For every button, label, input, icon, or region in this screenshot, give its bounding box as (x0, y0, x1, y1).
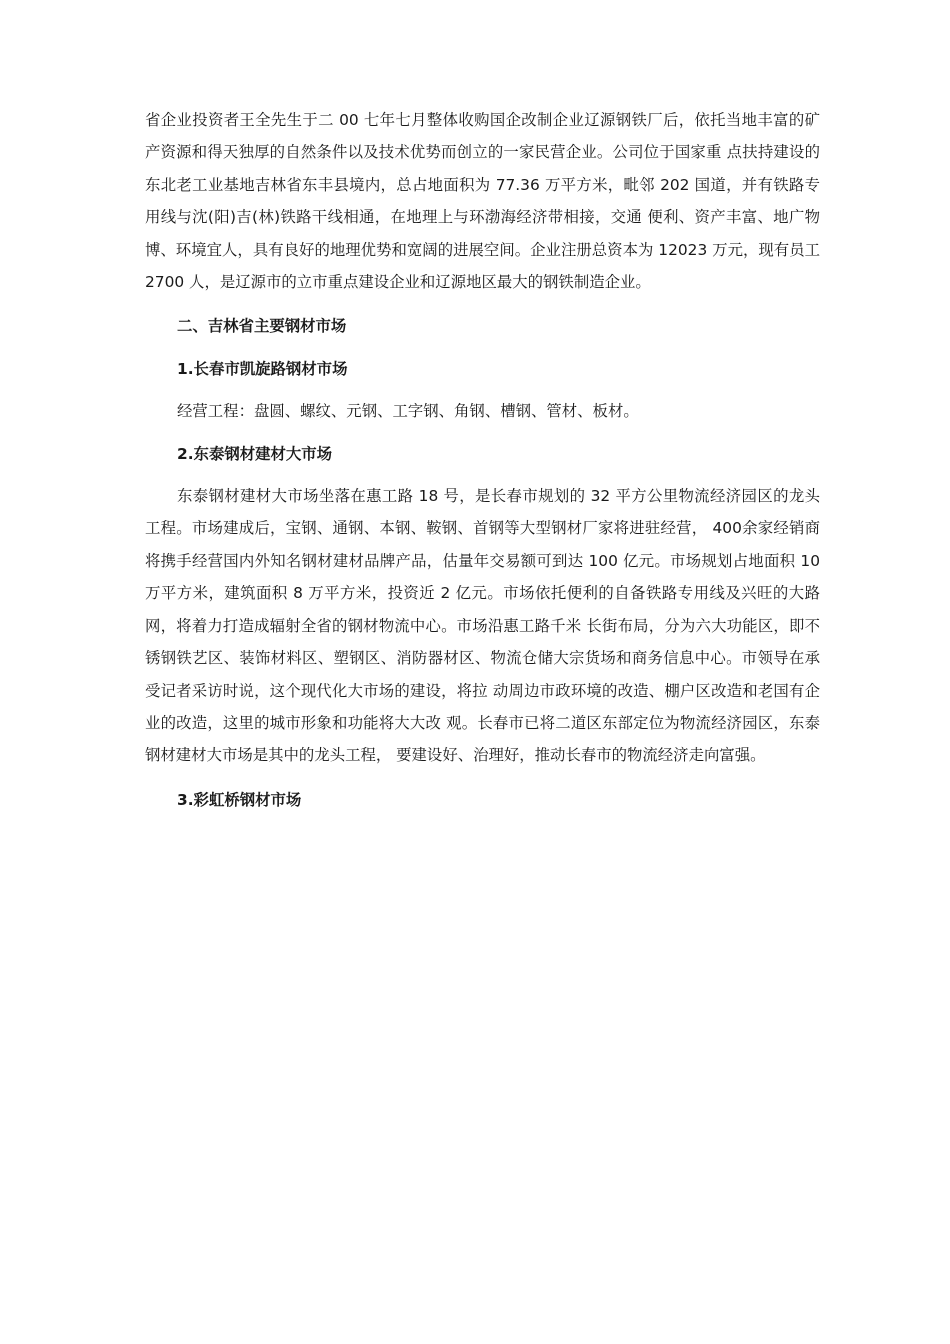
spacer (145, 343, 820, 353)
section-heading: 二、吉林省主要钢材市场 (177, 317, 347, 336)
spacer (145, 428, 820, 438)
spacer (145, 385, 820, 395)
intro-paragraph: 省企业投资者王全先生于二 00 七年七月整体收购国企改制企业辽源钢铁厂后，依托当地丰富的矿产资源和得天独厚的自然条件以及技术优势而创立的一家民营企业。公司位于国家重 点扶持建设的东北老工业基地吉林省东丰县境内，总占地面积为 77.36 万平方米，毗邻 202 国道，并有铁路专用线与沈(阳)吉(林)铁路干线相通，在地理上与环渤海经济带相接，交通 便利、资产丰富、地广物博、环境宜人，具有良好的地理优势和宽阔的进展空间。企业注册总资本为 12023 万元，现有员工 2700 人，是辽源市的立市重点建设企业和辽源地区最大的钢铁制造企业。 (145, 111, 820, 292)
spacer (145, 772, 820, 784)
kaixuan-scope-paragraph: 经营工程：盘圆、螺纹、元钢、工字钢、角钢、槽钢、管材、板材。 (177, 402, 639, 421)
subheading-dongtai-market: 2.东泰钢材建材大市场 (177, 444, 333, 463)
document-page (145, 104, 820, 816)
subheading-kaixuan-market: 1.长春市凯旋路钢材市场 (177, 359, 348, 378)
dongtai-description-paragraph: 东泰钢材建材大市场坐落在惠工路 18 号，是长春市规划的 32 平方公里物流经济园区的龙头工程。市场建成后，宝钢、通钢、本钢、鞍钢、首钢等大型钢材厂家将进驻经营， 400余家经销商将携手经营国内外知名钢材建材品牌产品，估量年交易额可到达 100 亿元。市场规划占地面积 10 万平方米，建筑面积 8 万平方米，投资近 2 亿元。市场依托便利的自备铁路专用线及兴旺的大路网，将着力打造成辐射全省的钢材物流中心。市场沿惠工路千米 长街布局，分为六大功能区，即不锈钢铁艺区、装饰材料区、塑钢区、消防器材区、物流仓储大宗货场和商务信息中心。市领导在承受记者采访时说，这个现代化大市场的建设，将拉 动周边市政环境的改造、棚户区改造和老国有企业的改造，这里的城市形象和功能将大大改 观。长春市已将二道区东部定位为物流经济园区，东泰钢材建材大市场是其中的龙头工程， 要建设好、治理好，推动长春市的物流经济走向富强。 (145, 487, 820, 765)
subheading-caihongqiao-market: 3.彩虹桥钢材市场 (177, 790, 302, 809)
spacer (145, 470, 820, 480)
spacer (145, 298, 820, 310)
